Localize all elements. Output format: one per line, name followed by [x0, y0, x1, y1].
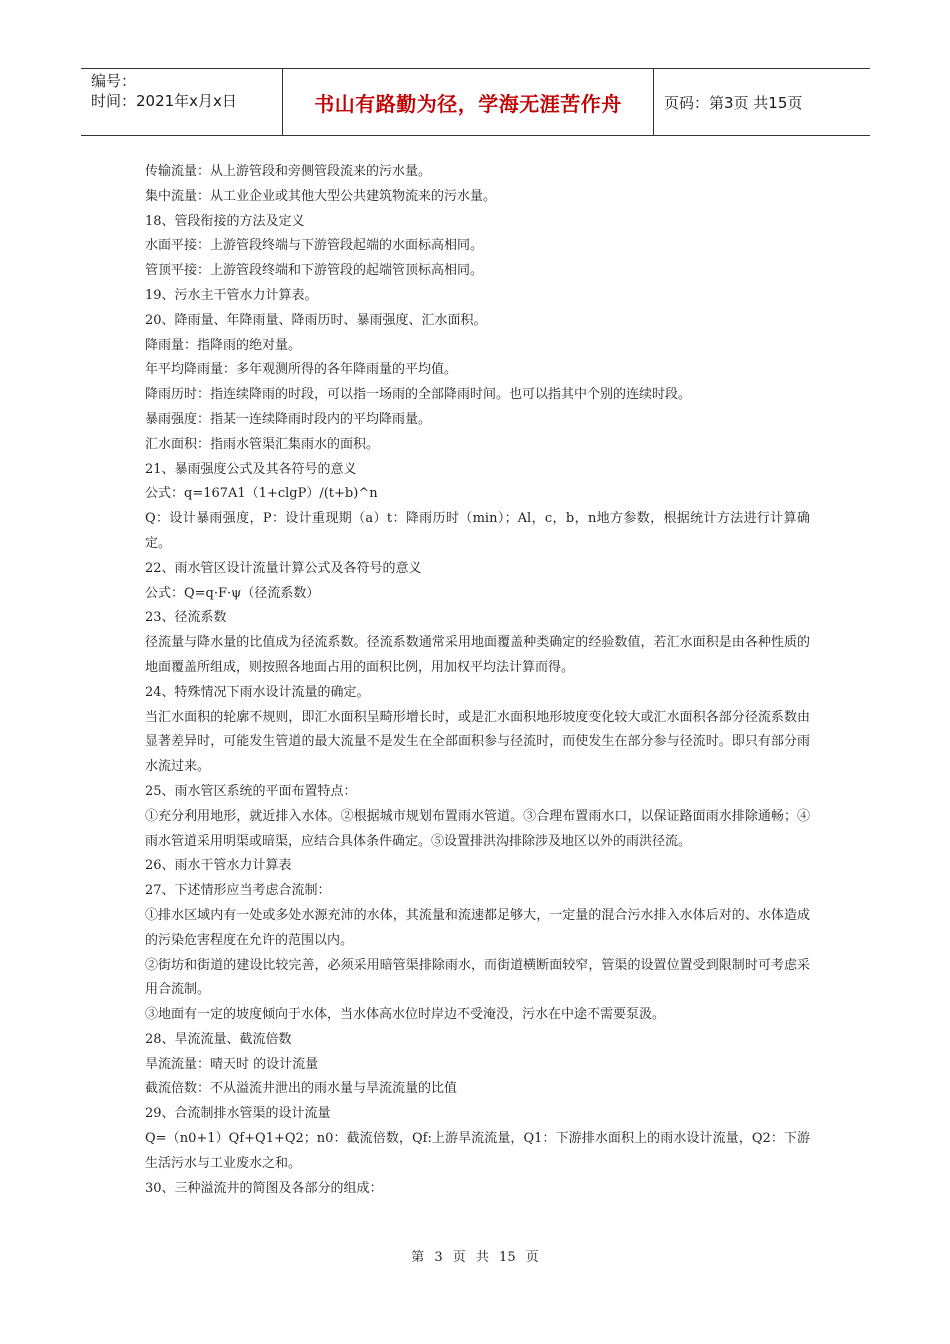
paragraph: ①排水区域内有一处或多处水源充沛的水体，其流量和流速都足够大，一定量的混合污水排入水体后对的、水体造成的污染危害程度在允许的范围以内。 — [145, 907, 810, 948]
paragraph: 28、旱流流量、截流倍数 — [145, 1031, 292, 1047]
paragraph: 水面平接：上游管段终端与下游管段起端的水面标高相同。 — [145, 238, 484, 254]
page-header — [81, 68, 870, 136]
header-left-cell — [81, 69, 283, 135]
footer-page-number: 第 3 页 共 15 页 — [411, 1250, 539, 1265]
paragraph: 旱流流量：晴天时 的设计流量 — [145, 1056, 319, 1072]
paragraph: ②街坊和街道的建设比较完善，必须采用暗管渠排除雨水，而街道横断面较窄，管渠的设置位置受到限制时可考虑采用合流制。 — [145, 957, 810, 998]
paragraph: ①充分利用地形，就近排入水体。②根据城市规划布置雨水管道。③合理布置雨水口，以保证路面雨水排除通畅；④雨水管道采用明渠或暗渠，应结合具体条件确定。⑤设置排洪沟排除涉及地区以外的雨洪径流。 — [145, 808, 810, 849]
paragraph: 降雨量：指降雨的绝对量。 — [145, 337, 302, 353]
paragraph: 年平均降雨量：多年观测所得的各年降雨量的平均值。 — [145, 362, 458, 378]
paragraph: 汇水面积：指雨水管渠汇集雨水的面积。 — [145, 436, 380, 452]
paragraph: 24、特殊情况下雨水设计流量的确定。 — [145, 684, 370, 700]
paragraph: 传输流量：从上游管段和旁侧管段流来的污水量。 — [145, 164, 432, 179]
paragraph: ③地面有一定的坡度倾向于水体，当水体高水位时岸边不受淹没，污水在中途不需要泵汲。 — [145, 1007, 666, 1023]
page-footer — [0, 1246, 950, 1265]
paragraph: 23、径流系数 — [145, 610, 227, 626]
paragraph: 22、雨水管区设计流量计算公式及各符号的意义 — [145, 560, 422, 576]
paragraph: Q=（n0+1）Qf+Q1+Q2；n0：截流倍数，Qf:上游旱流流量，Q1：下游排水面积上的雨水设计流量，Q2：下游生活污水与工业废水之和。 — [145, 1131, 810, 1171]
paragraph: 18、管段衔接的方法及定义 — [145, 213, 305, 229]
paragraph: 截流倍数：不从溢流井泄出的雨水量与旱流流量的比值 — [145, 1081, 458, 1097]
paragraph: 当汇水面积的轮廓不规则，即汇水面积呈畸形增长时，或是汇水面积地形坡度变化较大或汇水面积各部分径流系数由显著差异时，可能发生管道的最大流量不是发生在全部面积参与径流时，而使发生在部分参与径流时。即只有部分雨水流过来。 — [145, 709, 810, 775]
paragraph: 25、雨水管区系统的平面布置特点： — [145, 783, 357, 799]
paragraph: 29、合流制排水管渠的设计流量 — [145, 1106, 331, 1122]
paragraph: 公式：q=167A1（1+clgP）/(t+b)^n — [145, 486, 378, 502]
header-motto: 书山有路勤为径，学海无涯苦作舟 — [283, 69, 654, 135]
paragraph: 26、雨水干管水力计算表 — [145, 858, 292, 874]
document-body — [145, 160, 810, 1201]
paragraph: 21、暴雨强度公式及其各符号的意义 — [145, 461, 357, 477]
header-page-label: 页码：第3页 共15页 — [664, 93, 803, 112]
paragraph: 集中流量：从工业企业或其他大型公共建筑物流来的污水量。 — [145, 188, 497, 204]
paragraph: 暴雨强度：指某一连续降雨时段内的平均降雨量。 — [145, 411, 432, 427]
paragraph: 降雨历时：指连续降雨的时段，可以指一场雨的全部降雨时间。也可以指其中个别的连续时段。 — [145, 387, 692, 403]
paragraph: 公式：Q=q·F·ψ（径流系数） — [145, 585, 320, 601]
paragraph: 径流量与降水量的比值成为径流系数。径流系数通常采用地面覆盖种类确定的经验数值，若汇水面积是由各种性质的地面覆盖所组成，则按照各地面占用的面积比例，用加权平均法计算而得。 — [145, 635, 810, 675]
paragraph: 27、下述情形应当考虑合流制： — [145, 883, 331, 899]
document-number-label: 编号： — [91, 72, 137, 90]
paragraph: 30、三种溢流井的简图及各部分的组成： — [145, 1180, 383, 1196]
document-time-label: 时间：2021年x月x日 — [91, 92, 237, 110]
paragraph: 管顶平接：上游管段终端和下游管段的起端管顶标高相同。 — [145, 263, 484, 279]
paragraph: 20、降雨量、年降雨量、降雨历时、暴雨强度、汇水面积。 — [145, 312, 487, 328]
paragraph: Q：设计暴雨强度，P：设计重现期（a）t：降雨历时（min）；Al，c，b，n地方参数，根据统计方法进行计算确定。 — [145, 511, 810, 551]
paragraph: 19、污水主干管水力计算表。 — [145, 287, 318, 303]
